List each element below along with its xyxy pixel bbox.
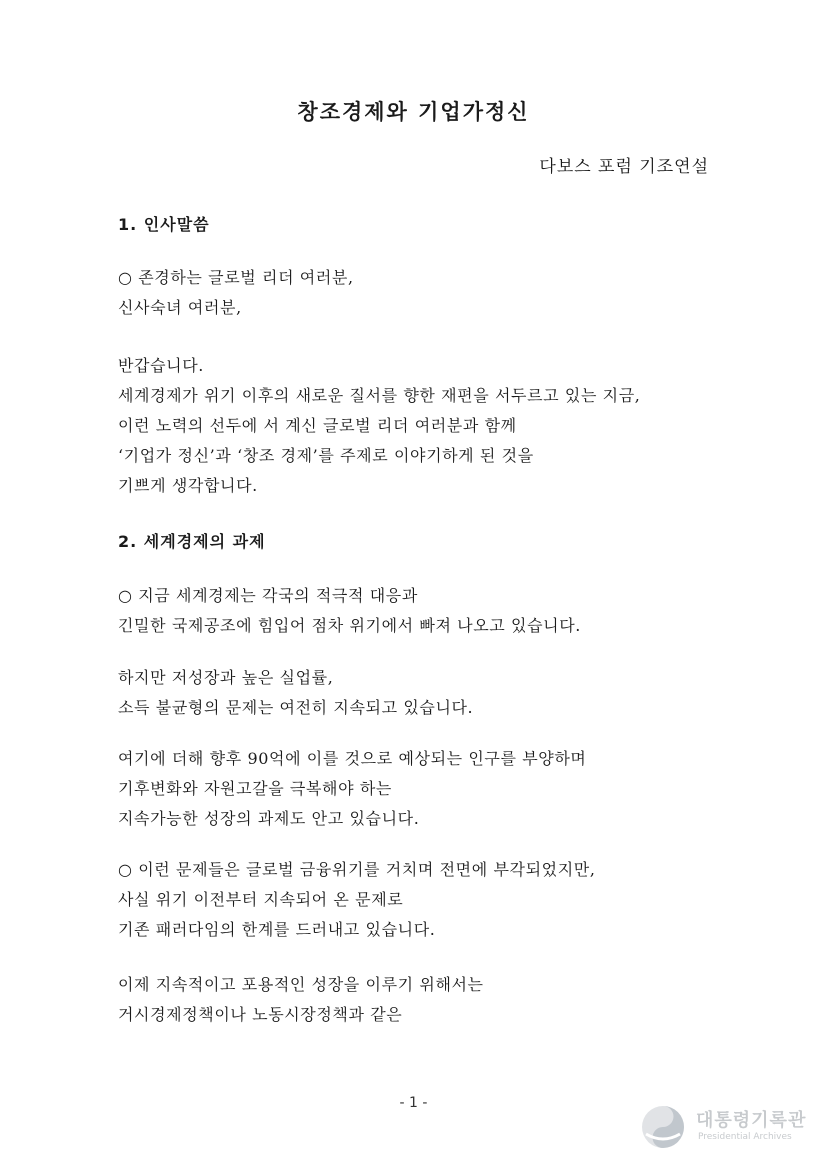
paragraph: [118, 744, 718, 834]
text-line: ○ 존경하는 글로벌 리더 여러분,: [118, 268, 354, 287]
text-line: 여기에 더해 향후 90억에 이를 것으로 예상되는 인구를 부양하며: [118, 749, 587, 768]
text-line: 이제 지속적이고 포용적인 성장을 이루기 위해서는: [118, 975, 484, 994]
paragraph: [118, 351, 718, 501]
watermark-name-korean: 대통령기록관: [696, 1110, 807, 1131]
text-line: ○ 지금 세계경제는 각국의 적극적 대응과: [118, 586, 418, 605]
text-line: 거시경제정책이나 노동시장정책과 같은: [118, 1005, 403, 1024]
section-heading-global-economy: 2. 세계경제의 과제: [118, 532, 266, 551]
document-title: 창조경제와 기업가정신: [297, 100, 530, 124]
text-line: 기쁘게 생각합니다.: [118, 476, 258, 495]
text-line: 기후변화와 자원고갈을 극복해야 하는: [118, 779, 392, 798]
text-line: ○ 이런 문제들은 글로벌 금융위기를 거치며 전면에 부각되었지만,: [118, 860, 596, 879]
section-heading-greeting: 1. 인사말씀: [118, 215, 210, 234]
text-line: 사실 위기 이전부터 지속되어 온 문제로: [118, 890, 404, 909]
paragraph: [118, 663, 718, 723]
text-line: 신사숙녀 여러분,: [118, 298, 242, 317]
paragraph: [118, 970, 718, 1030]
text-line: 소득 불균형의 문제는 여전히 지속되고 있습니다.: [118, 698, 474, 717]
text-line: ‘기업가 정신’과 ‘창조 경제’를 주제로 이야기하게 된 것을: [118, 446, 534, 465]
watermark-name-english: Presidential Archives: [698, 1132, 792, 1142]
page-number: - 1 -: [399, 1095, 428, 1111]
text-line: 기존 패러다임의 한계를 드러내고 있습니다.: [118, 920, 436, 939]
paragraph: [118, 263, 718, 323]
text-line: 긴밀한 국제공조에 힘입어 점차 위기에서 빠져 나오고 있습니다.: [118, 616, 581, 635]
archive-watermark: [640, 1102, 810, 1152]
text-line: 지속가능한 성장의 과제도 안고 있습니다.: [118, 809, 420, 828]
taegeuk-logo-icon: [640, 1104, 686, 1150]
text-line: 하지만 저성장과 높은 실업률,: [118, 668, 334, 687]
document-subtitle: 다보스 포럼 기조연설: [539, 157, 709, 177]
text-line: 반갑습니다.: [118, 356, 204, 375]
paragraph: [118, 581, 718, 641]
text-line: 세계경제가 위기 이후의 새로운 질서를 향한 재편을 서두르고 있는 지금,: [118, 386, 641, 405]
text-line: 이런 노력의 선두에 서 계신 글로벌 리더 여러분과 함께: [118, 416, 517, 435]
paragraph: [118, 855, 718, 945]
